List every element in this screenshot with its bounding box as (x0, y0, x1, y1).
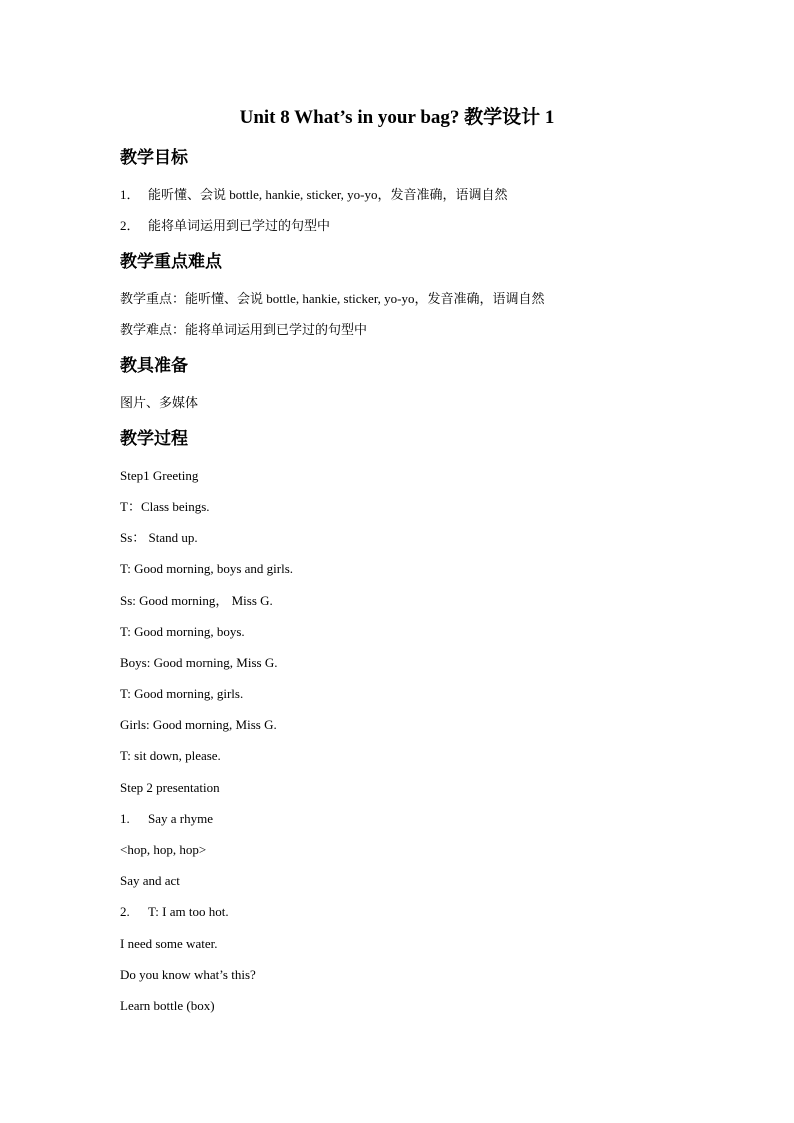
process-line: Step 2 presentation (120, 780, 220, 795)
process-numbered-item (120, 809, 213, 829)
goal-item-text: 能听懂、会说 bottle, hankie, sticker, yo-yo，发音准确，语调自然 (148, 187, 508, 202)
process-line: Say and act (120, 873, 180, 888)
process-line: T：Class beings. (120, 499, 210, 514)
document-title: Unit 8 What’s in your bag? 教学设计 1 (239, 107, 555, 128)
process-line: T: Good morning, boys. (120, 624, 245, 639)
process-line: T: Good morning, boys and girls. (120, 561, 294, 576)
goal-item (120, 185, 507, 205)
process-numbered-item (120, 902, 229, 922)
process-line: T: sit down, please. (120, 748, 221, 763)
process-line: Girls: Good morning, Miss G. (120, 717, 277, 732)
goal-item-text: 能将单词运用到已学过的句型中 (148, 218, 331, 233)
process-line: Learn bottle (box) (120, 998, 215, 1013)
process-item-text: Say a rhyme (148, 811, 213, 826)
process-line: Ss： Stand up. (120, 530, 198, 545)
process-line: Do you know what’s this? (120, 967, 256, 982)
process-line: Step1 Greeting (120, 468, 199, 483)
difficult-point-line: 教学难点：能将单词运用到已学过的句型中 (120, 322, 368, 337)
process-line: T: Good morning, girls. (120, 686, 244, 701)
section-heading-materials: 教具准备 (120, 356, 188, 375)
process-item-number: 1. (120, 811, 130, 826)
goal-item (120, 216, 330, 236)
goal-item-number: 2． (120, 218, 140, 233)
key-point-line: 教学重点：能听懂、会说 bottle, hankie, sticker, yo-yo，发音准确，语调自然 (120, 291, 545, 306)
section-heading-goals: 教学目标 (120, 148, 188, 167)
materials-line: 图片、多媒体 (120, 395, 199, 410)
process-line: Ss: Good morning， Miss G. (120, 593, 273, 608)
section-heading-process: 教学过程 (120, 429, 188, 448)
process-line: <hop, hop, hop> (120, 842, 207, 857)
process-item-number: 2. (120, 904, 130, 919)
process-line: Boys: Good morning, Miss G. (120, 655, 278, 670)
process-line: I need some water. (120, 936, 218, 951)
process-item-text: T: I am too hot. (148, 904, 229, 919)
goal-item-number: 1． (120, 187, 140, 202)
section-heading-key-points: 教学重点难点 (120, 252, 222, 271)
